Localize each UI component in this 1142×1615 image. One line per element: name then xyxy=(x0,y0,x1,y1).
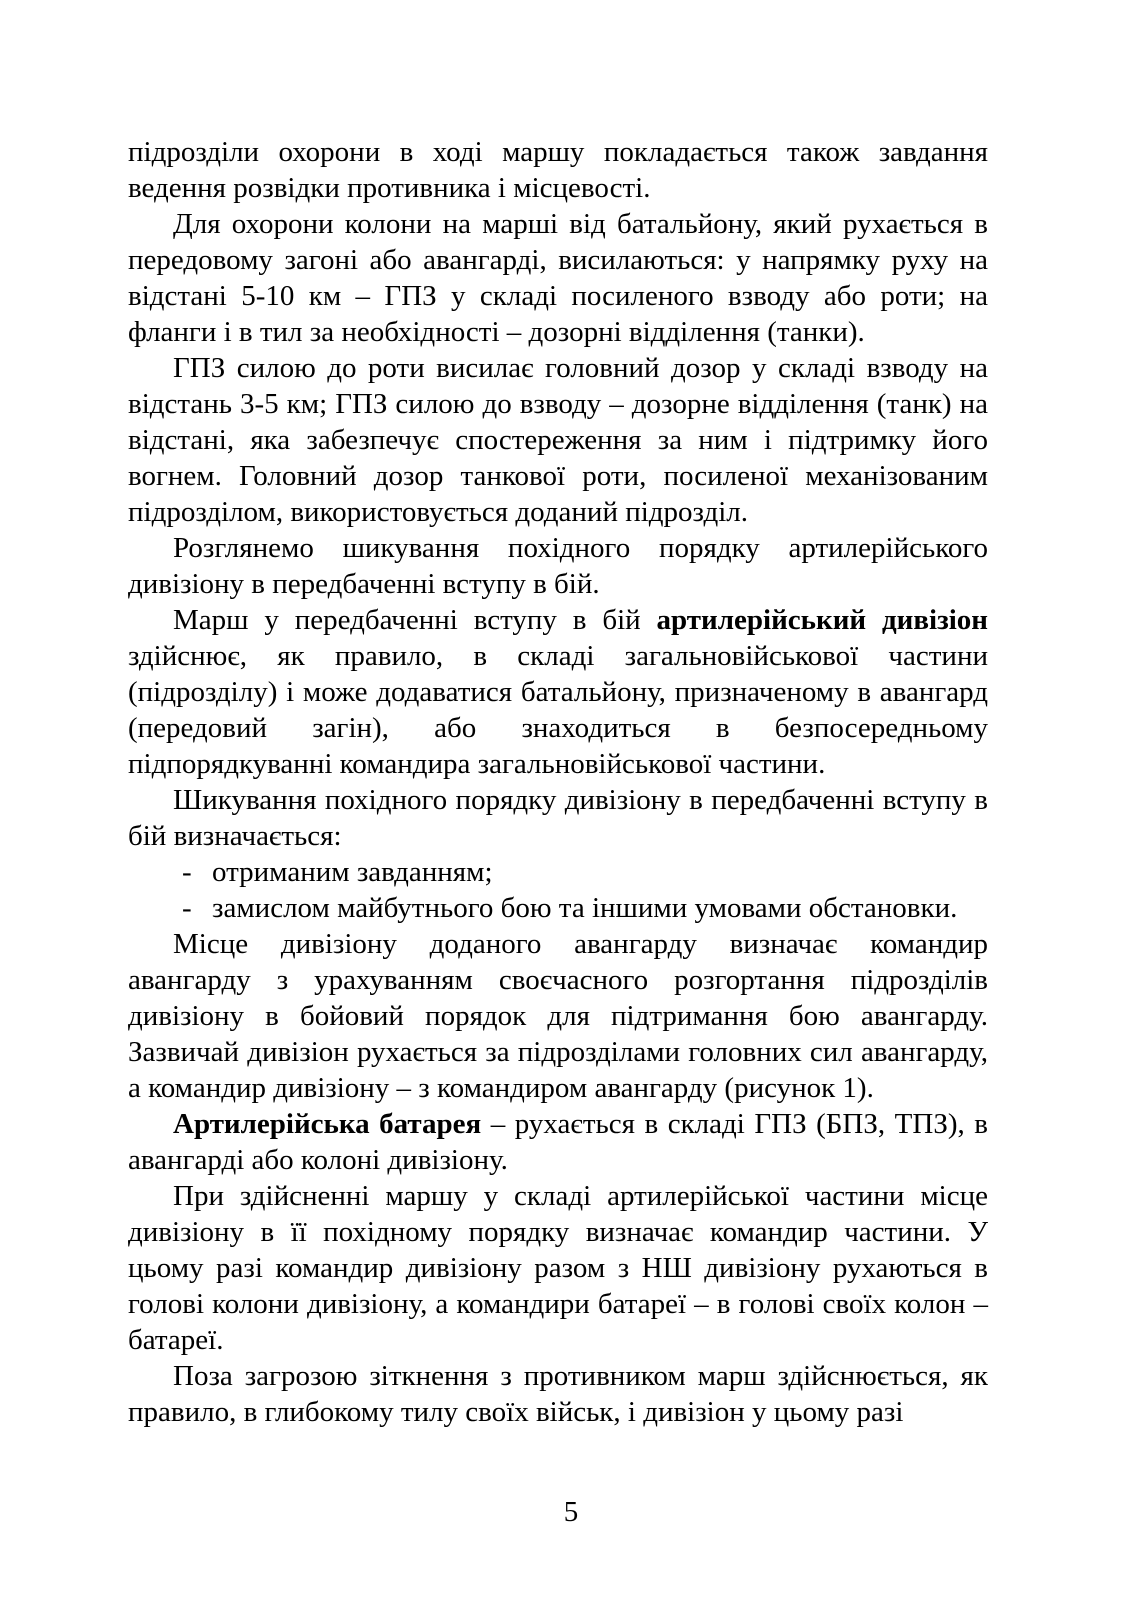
paragraph xyxy=(128,530,988,602)
text-run-bold: Артилерійська батарея xyxy=(173,1108,482,1140)
text-run: ГПЗ силою до роти висилає головний дозор у складі взводу на відстань 3-5 км; ГПЗ силою до взводу – дозорне відділення (танк) на відстані, яка забезпечує спостереження за ним і підтримку його вогнем. Головний дозор танкової роти, посиленої механізованим підрозділом, використовується доданий підрозділ. xyxy=(128,352,988,528)
paragraph xyxy=(128,602,988,782)
paragraph xyxy=(128,206,988,350)
paragraph xyxy=(128,1358,988,1430)
list-item xyxy=(128,854,988,890)
text-run: отриманим завданням; xyxy=(212,856,493,888)
page-number: 5 xyxy=(563,1496,579,1528)
list-dash-marker: - xyxy=(182,856,192,888)
list-dash-marker: - xyxy=(182,892,192,924)
text-run: Місце дивізіону доданого авангарду визначає командир авангарду з урахуванням своєчасного розгортання підрозділів дивізіону в бойовий порядок для підтримання бою авангарду. Зазвичай дивізіон рухається за підрозділами головних сил авангарду, а командир дивізіону – з командиром авангарду (рисунок 1). xyxy=(128,928,988,1104)
paragraph xyxy=(128,134,988,206)
text-run: – рухається в складі ГПЗ (БПЗ, ТПЗ), в авангарді або колоні дивізіону. xyxy=(128,1108,988,1176)
text-run: підрозділи охорони в ході маршу покладається також завдання ведення розвідки противника і місцевості. xyxy=(128,136,988,204)
text-run: Розглянемо шикування похідного порядку артилерійського дивізіону в передбаченні вступу в бій. xyxy=(128,532,988,600)
text-run: замислом майбутнього бою та іншими умовами обстановки. xyxy=(212,892,958,924)
document-body xyxy=(128,134,988,1430)
text-run: Поза загрозою зіткнення з противником марш здійснюється, як правило, в глибокому тилу своїх військ, і дивізіон у цьому разі xyxy=(128,1360,988,1428)
paragraph xyxy=(128,1178,988,1358)
text-run: Для охорони колони на марші від батальйону, який рухається в передовому загоні або авангарді, висилаються: у напрямку руху на відстані 5-10 км – ГПЗ у складі посиленого взводу або роти; на фланги і в тил за необхідності – дозорні відділення (танки). xyxy=(128,208,988,348)
text-run-bold: артилерійський дивізіон xyxy=(656,604,988,636)
paragraph xyxy=(128,782,988,854)
text-run: Шикування похідного порядку дивізіону в передбаченні вступу в бій визначається: xyxy=(128,784,988,852)
paragraph xyxy=(128,350,988,530)
paragraph xyxy=(128,926,988,1106)
list-item xyxy=(128,890,988,926)
text-run: При здійсненні маршу у складі артилерійської частини місце дивізіону в її похідному порядку визначає командир частини. У цьому разі командир дивізіону разом з НШ дивізіону рухаються в голові колони дивізіону, а командири батареї – в голові своїх колон – батареї. xyxy=(128,1180,988,1356)
text-run: Марш у передбаченні вступу в бій xyxy=(173,604,657,636)
text-run: здійснює, як правило, в складі загальновійськової частини (підрозділу) і може додаватися батальйону, призначеному в авангард (передовий загін), або знаходиться в безпосередньому підпорядкуванні командира загальновійськової частини. xyxy=(128,640,988,780)
paragraph xyxy=(128,1106,988,1178)
